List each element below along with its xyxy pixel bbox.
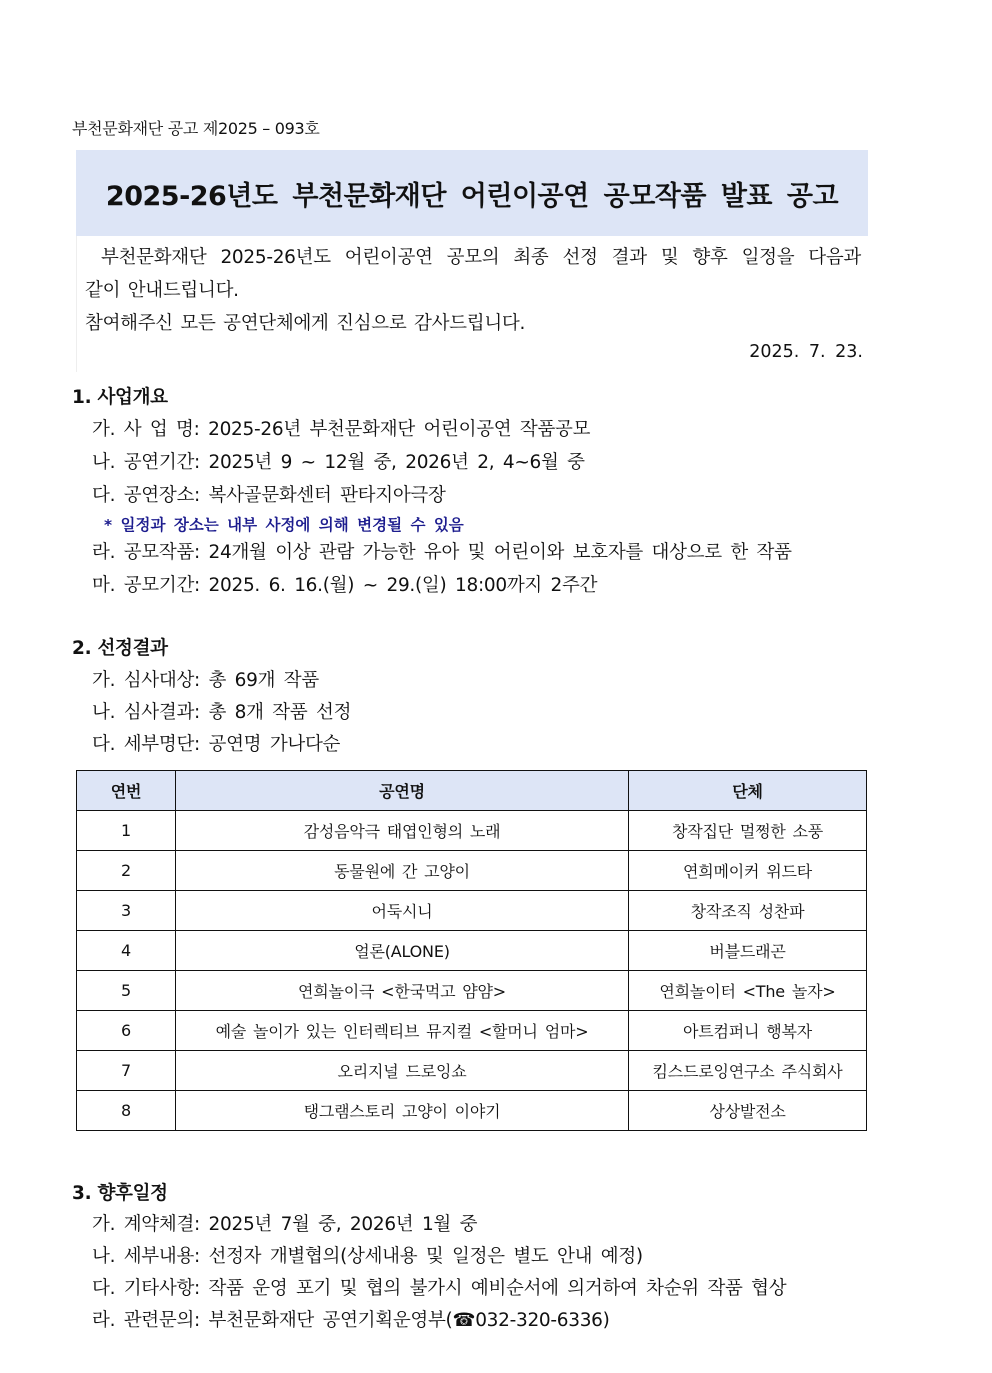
header-company: 단체 bbox=[629, 771, 867, 811]
section-heading-overview: 1. 사업개요 bbox=[72, 387, 168, 408]
intro-line-1 bbox=[101, 243, 861, 269]
intro-word: 다음과 bbox=[808, 247, 861, 268]
schedule-change-note: * 일정과 장소는 내부 사정에 의해 변경될 수 있음 bbox=[104, 516, 464, 534]
cell-number: 3 bbox=[77, 891, 176, 931]
cell-company: 창작집단 멀쩡한 소풍 bbox=[629, 811, 867, 851]
cell-title: 탱그램스토리 고양이 이야기 bbox=[176, 1091, 629, 1131]
section-heading-results: 2. 선정결과 bbox=[72, 638, 168, 659]
intro-word: 부천문화재단 bbox=[101, 247, 207, 268]
cell-title: 오리지널 드로잉쇼 bbox=[176, 1051, 629, 1091]
intro-word: 어린이공연 bbox=[344, 247, 433, 268]
cell-title: 예술 놀이가 있는 인터렉티브 뮤지컬 <할머니 엄마> bbox=[176, 1011, 629, 1051]
table-header-row bbox=[77, 771, 867, 811]
header-number: 연번 bbox=[77, 771, 176, 811]
intro-word: 공모의 bbox=[446, 247, 500, 268]
table-row bbox=[77, 971, 867, 1011]
cell-number: 8 bbox=[77, 1091, 176, 1131]
schedule-item-details: 나. 세부내용: 선정자 개별협의(상세내용 및 일정은 별도 안내 예정) bbox=[92, 1246, 643, 1267]
table-row bbox=[77, 811, 867, 851]
overview-item-venue: 다. 공연장소: 복사골문화센터 판타지아극장 bbox=[92, 485, 446, 506]
table-row bbox=[77, 851, 867, 891]
results-item-reviewed: 가. 심사대상: 총 69개 작품 bbox=[92, 670, 319, 691]
overview-item-period: 나. 공연기간: 2025년 9 ~ 12월 중, 2026년 2, 4~6월 중 bbox=[92, 452, 585, 473]
intro-word: 최종 bbox=[513, 247, 549, 268]
cell-number: 6 bbox=[77, 1011, 176, 1051]
cell-company: 연희놀이터 <The 놀자> bbox=[629, 971, 867, 1011]
table-row bbox=[77, 1091, 867, 1131]
intro-line-3: 참여해주신 모든 공연단체에게 진심으로 감사드립니다. bbox=[85, 313, 526, 334]
page-title: 2025-26년도 부천문화재단 어린이공연 공모작품 발표 공고 bbox=[105, 180, 839, 212]
selection-results-table bbox=[76, 770, 867, 1131]
cell-company: 버블드래곤 bbox=[629, 931, 867, 971]
intro-word: 결과 bbox=[611, 247, 647, 268]
cell-company: 킴스드로잉연구소 주식회사 bbox=[629, 1051, 867, 1091]
cell-number: 5 bbox=[77, 971, 176, 1011]
table-row bbox=[77, 1011, 867, 1051]
notice-number: 부천문화재단 공고 제2025 – 093호 bbox=[72, 119, 320, 138]
intro-word: 향후 bbox=[692, 247, 728, 268]
announcement-date: 2025. 7. 23. bbox=[749, 342, 863, 362]
intro-word: 2025-26년도 bbox=[220, 247, 331, 268]
overview-item-works: 라. 공모작품: 24개월 이상 관람 가능한 유아 및 어린이와 보호자를 대상으로 한 작품 bbox=[92, 542, 792, 563]
cell-title: 얼론(ALONE) bbox=[176, 931, 629, 971]
cell-title: 감성음악극 태엽인형의 노래 bbox=[176, 811, 629, 851]
schedule-item-contact: 라. 관련문의: 부천문화재단 공연기획운영부(☎032-320-6336) bbox=[92, 1310, 610, 1331]
cell-number: 7 bbox=[77, 1051, 176, 1091]
section-heading-schedule: 3. 향후일정 bbox=[72, 1183, 168, 1204]
cell-company: 아트컴퍼니 행복자 bbox=[629, 1011, 867, 1051]
cell-company: 창작조직 성찬파 bbox=[629, 891, 867, 931]
results-item-list-order: 다. 세부명단: 공연명 가나다순 bbox=[92, 734, 341, 755]
table-row bbox=[77, 891, 867, 931]
cell-number: 4 bbox=[77, 931, 176, 971]
schedule-item-other: 다. 기타사항: 작품 운영 포기 및 협의 불가시 예비순서에 의거하여 차순위 작품 협상 bbox=[92, 1278, 787, 1299]
intro-word: 및 bbox=[660, 247, 679, 268]
cell-number: 2 bbox=[77, 851, 176, 891]
results-item-selected: 나. 심사결과: 총 8개 작품 선정 bbox=[92, 702, 352, 723]
table-row bbox=[77, 931, 867, 971]
cell-title: 연희놀이극 <한국먹고 얌얌> bbox=[176, 971, 629, 1011]
intro-line-2: 같이 안내드립니다. bbox=[85, 280, 239, 301]
intro-word: 선정 bbox=[562, 247, 598, 268]
intro-box bbox=[76, 236, 869, 372]
overview-item-application-period: 마. 공모기간: 2025. 6. 16.(월) ~ 29.(일) 18:00까지 2주간 bbox=[92, 575, 598, 596]
cell-company: 상상발전소 bbox=[629, 1091, 867, 1131]
title-banner bbox=[76, 150, 868, 236]
overview-item-name: 가. 사 업 명: 2025-26년 부천문화재단 어린이공연 작품공모 bbox=[92, 419, 591, 440]
cell-number: 1 bbox=[77, 811, 176, 851]
schedule-item-contract: 가. 계약체결: 2025년 7월 중, 2026년 1월 중 bbox=[92, 1214, 478, 1235]
cell-company: 연희메이커 위드타 bbox=[629, 851, 867, 891]
cell-title: 동물원에 간 고양이 bbox=[176, 851, 629, 891]
intro-word: 일정을 bbox=[741, 247, 795, 268]
table-row bbox=[77, 1051, 867, 1091]
cell-title: 어둑시니 bbox=[176, 891, 629, 931]
header-performance-title: 공연명 bbox=[176, 771, 629, 811]
